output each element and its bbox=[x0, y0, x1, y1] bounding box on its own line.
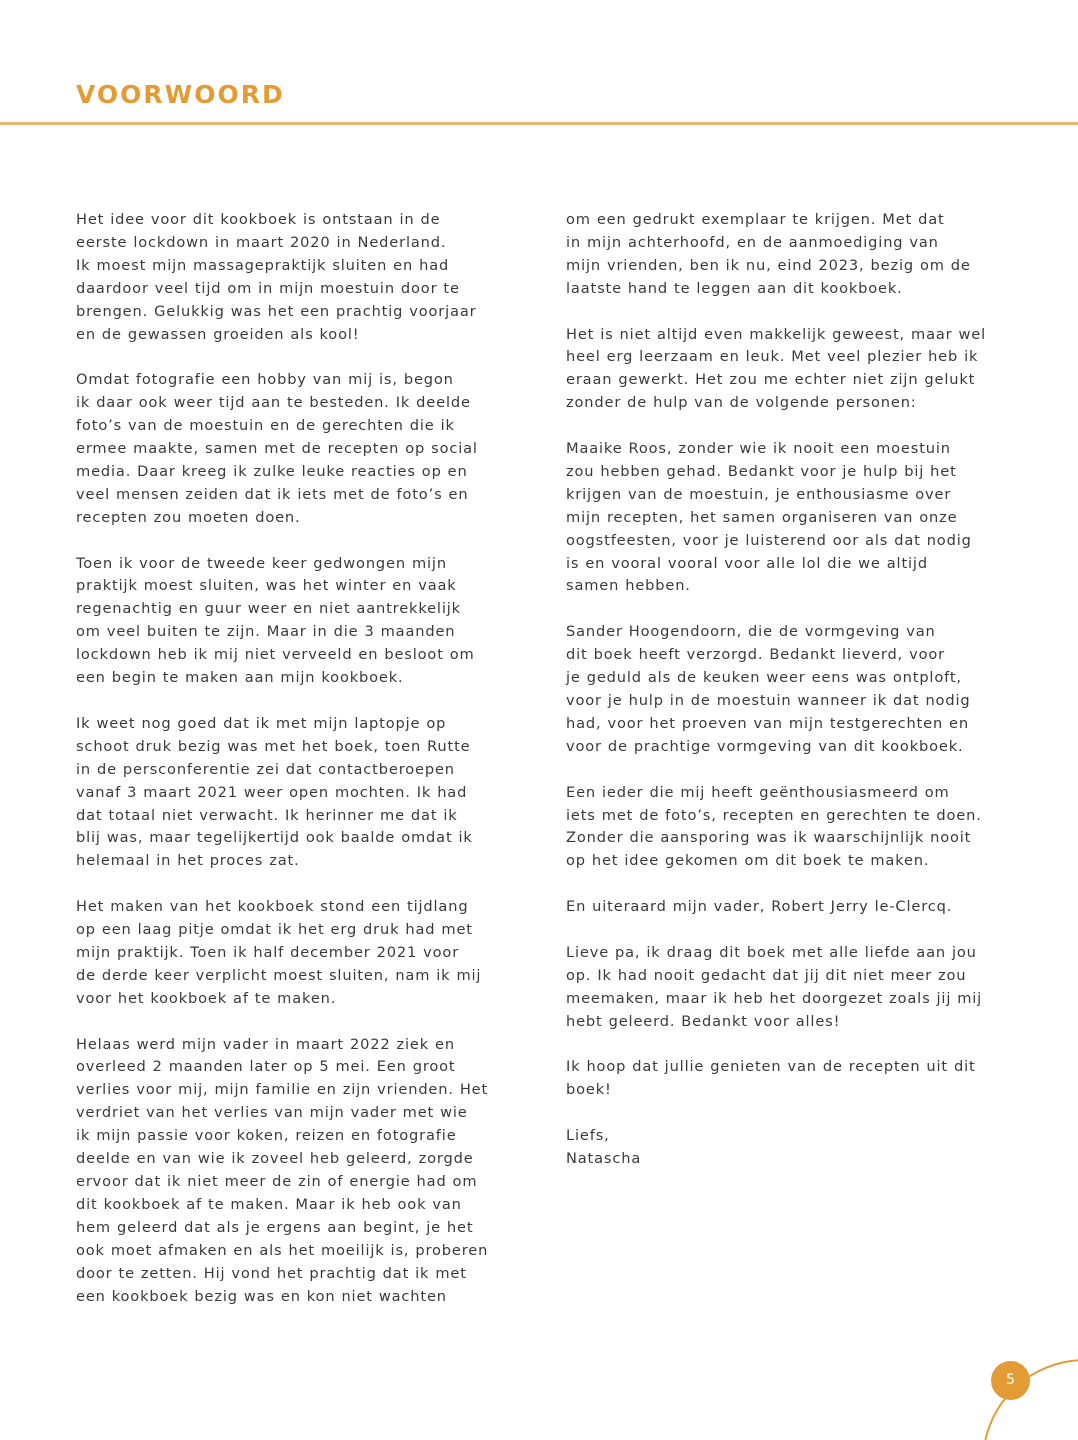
paragraph: Ik weet nog goed dat ik met mijn laptopje op schoot druk bezig was met het boek, toen Rutte in de persconferentie zei dat contactberoepen vanaf 3 maart 2021 weer open mochten. Ik had dat totaal niet verwacht. Ik herinner me dat ik blij was, maar tegelijkertijd ook baalde omdat ik helemaal in het proces zat. bbox=[76, 714, 473, 870]
paragraph: Omdat fotografie een hobby van mij is, begon ik daar ook weer tijd aan te besteden. Ik deelde foto’s van de moestuin en de gerechten die ik ermee maakte, samen met de recepten op social media. Daar kreeg ik zulke leuke reacties op en veel mensen zeiden dat ik iets met de foto’s en recepten zou moeten doen. bbox=[76, 371, 478, 526]
page-number: 5 bbox=[991, 1361, 1030, 1400]
page-title: VOORWOORD bbox=[76, 80, 285, 109]
paragraph: Lieve pa, ik draag dit boek met alle liefde aan jou op. Ik had nooit gedacht dat jij dit niet meer zou meemaken, maar ik heb het doorgezet zoals jij mij hebt geleerd. Bedankt voor alles! bbox=[566, 943, 983, 1030]
paragraph: Ik hoop dat jullie genieten van de recepten uit dit boek! bbox=[566, 1058, 976, 1099]
paragraph: om een gedrukt exemplaar te krijgen. Met dat in mijn achterhoofd, en de aanmoediging van mijn vrienden, ben ik nu, eind 2023, bezig om de laatste hand te leggen aan dit kookboek. bbox=[566, 211, 971, 297]
paragraph: Het idee voor dit kookboek is ontstaan in de eerste lockdown in maart 2020 in Nederland. Ik moest mijn massagepraktijk sluiten en had daardoor veel tijd om in mijn moestuin door te brengen. Gelukkig was het een prachtig voorjaar en de gewassen groeiden als kool! bbox=[76, 211, 477, 343]
paragraph: Het is niet altijd even makkelijk geweest, maar wel heel erg leerzaam en leuk. Met veel plezier heb ik eraan gewerkt. Het zou me echter niet zijn gelukt zonder de hulp van de volgende personen: bbox=[566, 325, 987, 412]
paragraph: Maaike Roos, zonder wie ik nooit een moestuin zou hebben gehad. Bedankt voor je hulp bij het krijgen van de moestuin, je enthousiasme over mijn recepten, het samen organiseren van onze oogstfeesten, voor je luisterend oor als dat nodig is en vooral vooral voor alle lol die we altijd samen hebben. bbox=[566, 440, 972, 595]
left-column bbox=[76, 209, 516, 1331]
paragraph: Toen ik voor de tweede keer gedwongen mijn praktijk moest sluiten, was het winter en vaak regenachtig en guur weer en niet aantrekkelijk om veel buiten te zijn. Maar in die 3 maanden lockdown heb ik mij niet verveeld en besloot om een begin te maken aan mijn kookboek. bbox=[76, 554, 475, 687]
paragraph: Het maken van het kookboek stond een tijdlang op een laag pitje omdat ik het erg druk had met mijn praktijk. Toen ik half december 2021 voor de derde keer verplicht moest sluiten, nam ik mij voor het kookboek af te maken. bbox=[76, 898, 482, 1007]
signature: Liefs, Natascha bbox=[566, 1127, 642, 1168]
title-divider bbox=[0, 122, 1078, 125]
paragraph: Helaas werd mijn vader in maart 2022 ziek en overleed 2 maanden later op 5 mei. Een groot verlies voor mij, mijn familie en zijn vrienden. Het verdriet van het verlies van mijn vader met wie ik mijn passie voor koken, reizen en fotografie deelde en van wie ik zoveel heb geleerd, zorgde ervoor dat ik niet meer de zin of energie had om dit kookboek af te maken. Maar ik heb ook van hem geleerd dat als je ergens aan begint, je het ook moet afmaken en als het moeilijk is, proberen door te zetten. Hij vond het prachtig dat ik met een kookboek bezig was en kon niet wachten bbox=[76, 1035, 489, 1305]
right-column bbox=[566, 209, 1006, 1194]
paragraph: Sander Hoogendoorn, die de vormgeving van dit boek heeft verzorgd. Bedankt lieverd, voor je geduld als de keuken weer eens was ontploft, voor je hulp in de moestuin wanneer ik dat nodig had, voor het proeven van mijn testgerechten en voor de prachtige vormgeving van dit kookboek. bbox=[566, 623, 971, 755]
paragraph: En uiteraard mijn vader, Robert Jerry le-Clercq. bbox=[566, 898, 953, 916]
paragraph: Een ieder die mij heeft geënthousiasmeerd om iets met de foto’s, recepten en gerechten te doen. Zonder die aansporing was ik waarschijnlijk nooit op het idee gekomen om dit boek te maken. bbox=[566, 783, 982, 870]
